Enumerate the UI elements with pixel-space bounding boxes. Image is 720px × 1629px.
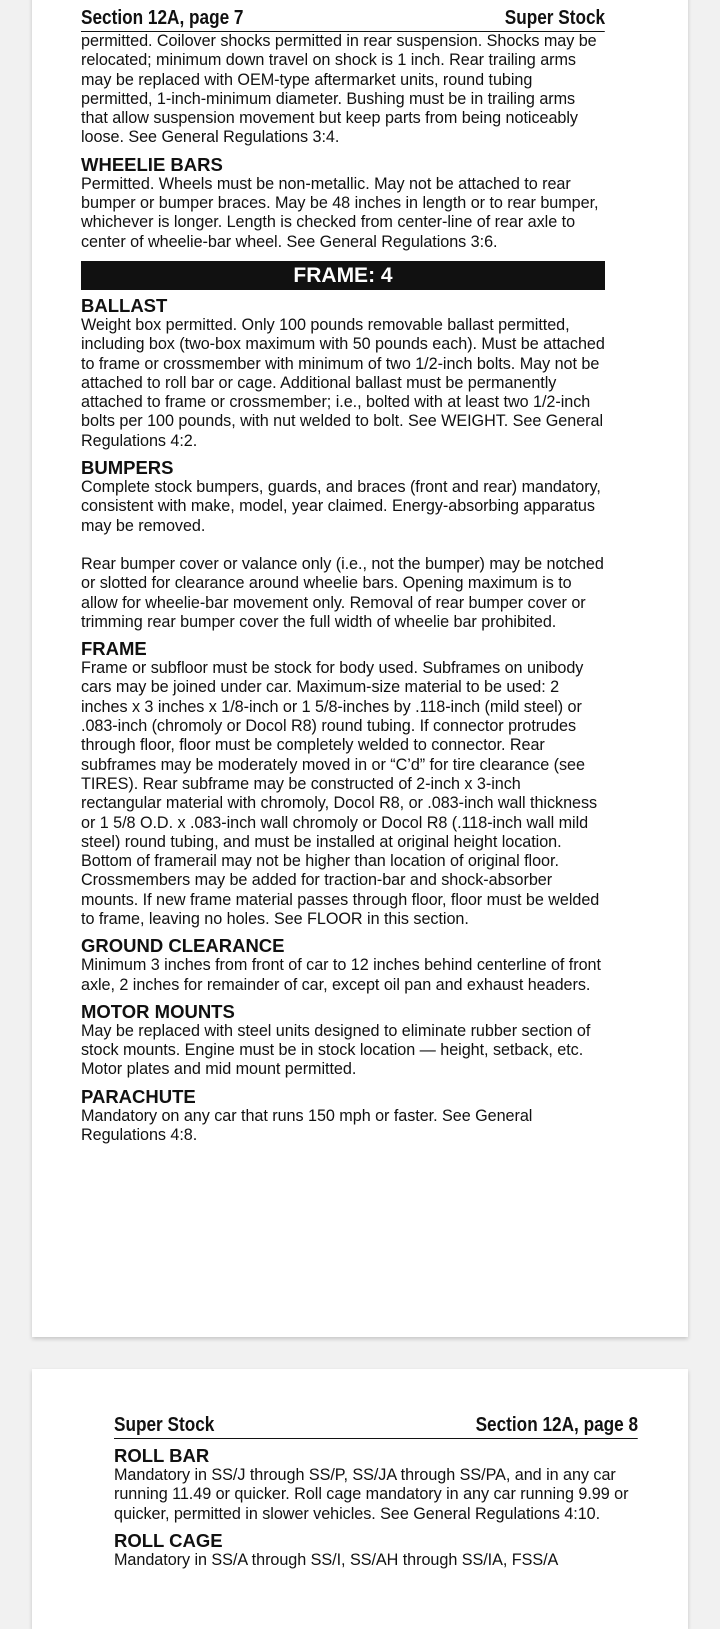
header-class-name: Super Stock [114, 1414, 215, 1436]
section-banner: FRAME: 4 [81, 261, 605, 290]
ground-clearance-heading: GROUND CLEARANCE [81, 935, 285, 957]
page-header [81, 6, 605, 32]
parachute-text: Mandatory on any car that runs 150 mph or faster. See General Regulations 4:8. [81, 1106, 533, 1145]
wheelie-bars-text: Permitted. Wheels must be non-metallic. May not be attached to rear bumper or bumper braces. May be 48 inches in length or to rear bumper, whichever is longer. Length is checked from center-line of rear axle to center of wheelie-bar wheel. See General Regulations 3:6. [81, 174, 599, 251]
page-7-content [81, 6, 605, 1145]
intro-paragraph: permitted. Coilover shocks permitted in rear suspension. Shocks may be relocated; minimum down travel on shock is 1 inch. Rear trailing arms may be replaced with OEM-type aftermarket units, round tubing permitted, 1-inch-minimum diameter. Bushing must be in trailing arms that allow suspension movement but keep parts from being noticeably loose. See General Regulations 3:4. [81, 32, 597, 147]
motor-mounts-text: May be replaced with steel units designed to eliminate rubber section of stock mounts. Engine must be in stock location — height, setback, etc. Motor plates and mid mount permitted. [81, 1021, 591, 1079]
header-section-page: Section 12A, page 7 [81, 7, 244, 29]
ballast-heading: BALLAST [81, 294, 168, 316]
bumpers-heading: BUMPERS [81, 457, 174, 479]
document-page-8 [32, 1369, 688, 1629]
roll-cage-text: Mandatory in SS/A through SS/I, SS/AH through SS/IA, FSS/A [114, 1550, 559, 1569]
document-page-7 [32, 0, 688, 1337]
page-header [114, 1413, 638, 1439]
wheelie-bars-heading: WHEELIE BARS [81, 153, 223, 175]
paragraph-gap [81, 536, 605, 555]
page-8-content [114, 1413, 638, 1570]
bumpers-text-2: Rear bumper cover or valance only (i.e., not the bumper) may be notched or slotted for clearance around wheelie bars. Opening maximum is to allow for wheelie-bar movement only. Removal of rear bumper cover or trimming rear bumper cover the full width of wheelie bar prohibited. [81, 554, 604, 631]
frame-text: Frame or subfloor must be stock for body used. Subframes on unibody cars may be joined under car. Maximum-size material to be used: 2 inches x 3 inches x 1/8-inch or 1 5/8-inches by .118-inch (mild steel) or .083-inch (chromoly or Docol R8) round tubing. If connector protrudes through floor, floor must be completely welded to connector. Rear subframes may be moderately moved in or “C’d” for tire clearance (see TIRES). Rear subframe may be constructed of 2-inch x 3-inch rectangular material with chromoly, Docol R8, or .083-inch wall thickness or 1 5/8 O.D. x .083-inch wall chromoly or Docol R8 (.118-inch wall mild steel) round tubing, and must be installed at original height location. Bottom of framerail may not be higher than location of original floor. Crossmembers may be added for traction-bar and shock-absorber mounts. If new frame material passes through floor, floor must be welded to frame, leaving no holes. See FLOOR in this section. [81, 659, 600, 928]
header-class-name: Super Stock [504, 7, 606, 29]
motor-mounts-heading: MOTOR MOUNTS [81, 1000, 235, 1022]
frame-heading: FRAME [81, 638, 147, 660]
header-section-page: Section 12A, page 8 [475, 1414, 639, 1436]
parachute-heading: PARACHUTE [81, 1085, 196, 1107]
ballast-text: Weight box permitted. Only 100 pounds removable ballast permitted, including box (two-box maximum with 50 pounds each). Must be attached to frame or crossmember with minimum of two 1/2-inch bolts. May not be attached to roll bar or cage. Additional ballast must be permanently attached to frame or crossmember; i.e., bolted with at least two 1/2-inch bolts per 100 pounds, with nut welded to bolt. See WEIGHT. See General Regulations 4:2. [81, 315, 605, 450]
roll-bar-text: Mandatory in SS/J through SS/P, SS/JA through SS/PA, and in any car running 11.49 or quicker. Roll cage mandatory in any car running 9.99 or quicker, permitted in slower vehicles. See General Regulations 4:10. [114, 1466, 629, 1523]
ground-clearance-text: Minimum 3 inches from front of car to 12 inches behind centerline of front axle, 2 inches for remainder of car, except oil pan and exhaust headers. [81, 956, 601, 994]
roll-bar-heading: ROLL BAR [114, 1445, 210, 1466]
bumpers-text-1: Complete stock bumpers, guards, and braces (front and rear) mandatory, consistent with make, model, year claimed. Energy-absorbing apparatus may be removed. [81, 478, 601, 535]
roll-cage-heading: ROLL CAGE [114, 1529, 223, 1551]
